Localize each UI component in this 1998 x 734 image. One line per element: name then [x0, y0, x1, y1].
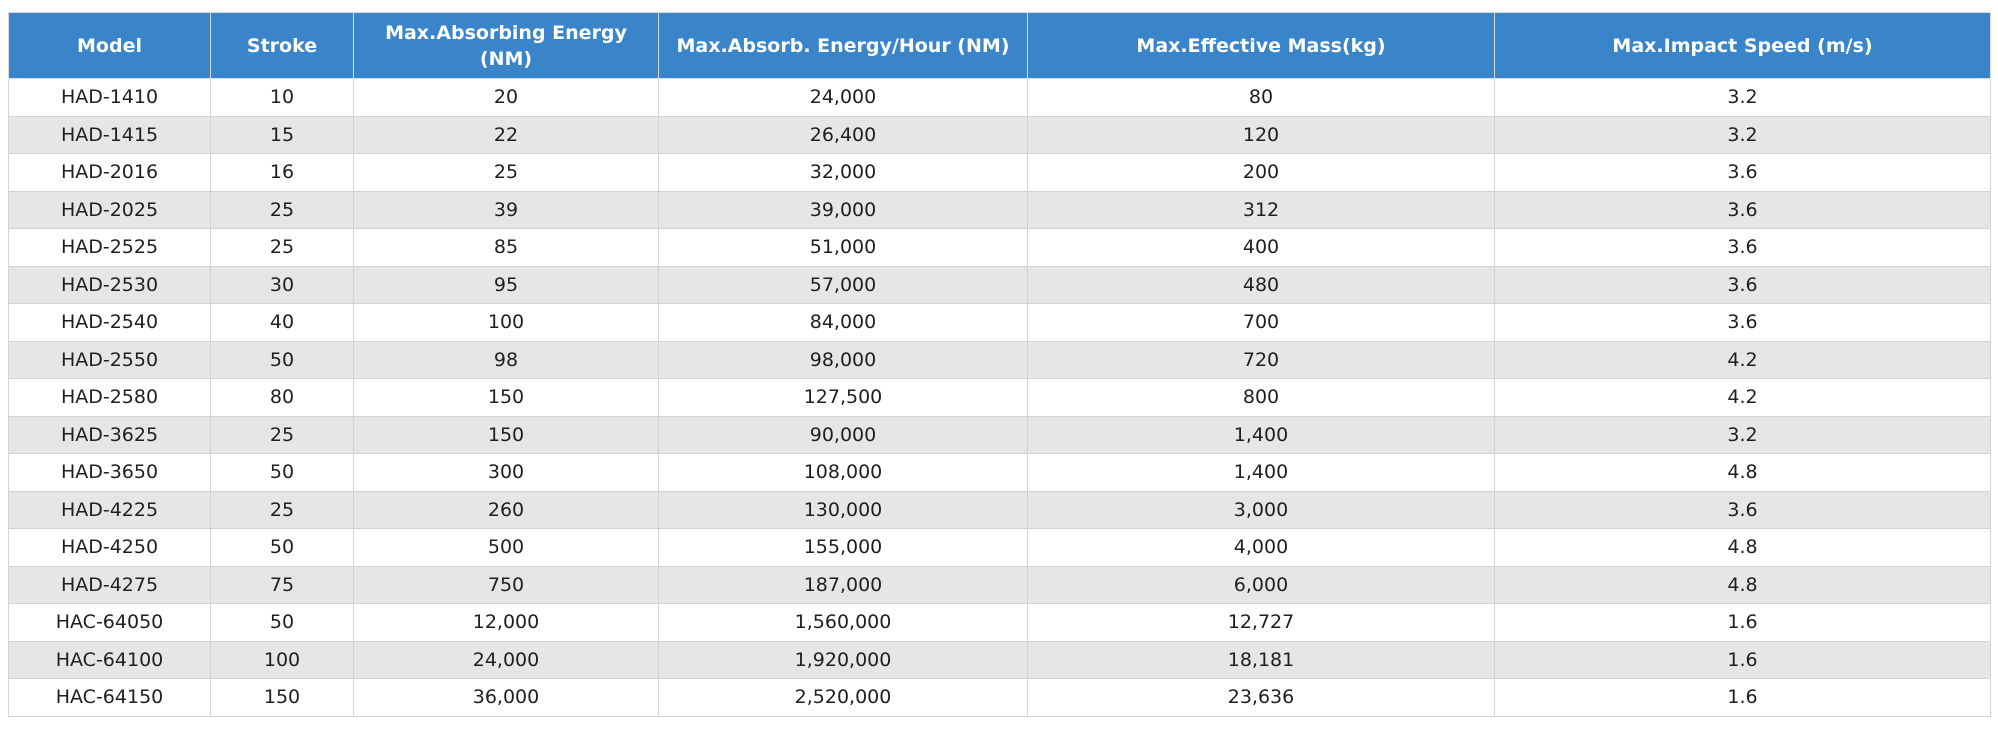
cell-model: HAC-64100 — [9, 641, 211, 679]
cell-max-absorbing-energy: 98 — [354, 341, 659, 379]
table-row — [9, 341, 1991, 379]
cell-max-absorbing-energy: 36,000 — [354, 679, 659, 717]
cell-max-absorb-energy-hour: 130,000 — [659, 491, 1028, 529]
cell-model: HAD-3650 — [9, 454, 211, 492]
cell-max-impact-speed: 3.2 — [1495, 416, 1991, 454]
cell-model: HAD-3625 — [9, 416, 211, 454]
cell-max-absorb-energy-hour: 39,000 — [659, 191, 1028, 229]
cell-max-effective-mass: 720 — [1028, 341, 1495, 379]
cell-stroke: 50 — [211, 454, 354, 492]
cell-max-effective-mass: 200 — [1028, 154, 1495, 192]
cell-max-impact-speed: 3.2 — [1495, 116, 1991, 154]
cell-max-absorb-energy-hour: 98,000 — [659, 341, 1028, 379]
cell-max-effective-mass: 312 — [1028, 191, 1495, 229]
cell-max-impact-speed: 1.6 — [1495, 604, 1991, 642]
cell-max-impact-speed: 3.2 — [1495, 79, 1991, 117]
cell-max-effective-mass: 700 — [1028, 304, 1495, 342]
cell-model: HAD-4275 — [9, 566, 211, 604]
cell-model: HAD-2540 — [9, 304, 211, 342]
table-row — [9, 454, 1991, 492]
cell-stroke: 15 — [211, 116, 354, 154]
cell-max-effective-mass: 6,000 — [1028, 566, 1495, 604]
cell-stroke: 50 — [211, 341, 354, 379]
cell-max-impact-speed: 3.6 — [1495, 191, 1991, 229]
cell-model: HAC-64150 — [9, 679, 211, 717]
cell-stroke: 25 — [211, 491, 354, 529]
cell-max-effective-mass: 400 — [1028, 229, 1495, 267]
cell-max-impact-speed: 3.6 — [1495, 229, 1991, 267]
cell-max-absorb-energy-hour: 155,000 — [659, 529, 1028, 567]
cell-stroke: 10 — [211, 79, 354, 117]
cell-max-absorb-energy-hour: 57,000 — [659, 266, 1028, 304]
cell-model: HAD-2016 — [9, 154, 211, 192]
cell-max-absorbing-energy: 12,000 — [354, 604, 659, 642]
spec-table-container — [8, 12, 1990, 717]
cell-stroke: 100 — [211, 641, 354, 679]
cell-stroke: 25 — [211, 416, 354, 454]
cell-max-absorb-energy-hour: 51,000 — [659, 229, 1028, 267]
cell-max-absorb-energy-hour: 2,520,000 — [659, 679, 1028, 717]
cell-max-absorbing-energy: 300 — [354, 454, 659, 492]
table-row — [9, 679, 1991, 717]
cell-max-effective-mass: 120 — [1028, 116, 1495, 154]
header-max-effective-mass: Max.Effective Mass(kg) — [1028, 13, 1495, 79]
cell-max-effective-mass: 1,400 — [1028, 454, 1495, 492]
header-max-impact-speed: Max.Impact Speed (m/s) — [1495, 13, 1991, 79]
cell-model: HAD-1415 — [9, 116, 211, 154]
cell-max-absorb-energy-hour: 127,500 — [659, 379, 1028, 417]
header-stroke: Stroke — [211, 13, 354, 79]
cell-max-effective-mass: 80 — [1028, 79, 1495, 117]
cell-max-impact-speed: 4.2 — [1495, 379, 1991, 417]
cell-max-absorb-energy-hour: 32,000 — [659, 154, 1028, 192]
cell-max-absorbing-energy: 85 — [354, 229, 659, 267]
cell-stroke: 16 — [211, 154, 354, 192]
cell-max-impact-speed: 4.8 — [1495, 454, 1991, 492]
cell-max-absorb-energy-hour: 26,400 — [659, 116, 1028, 154]
cell-max-effective-mass: 480 — [1028, 266, 1495, 304]
cell-max-absorbing-energy: 150 — [354, 379, 659, 417]
cell-stroke: 50 — [211, 529, 354, 567]
cell-max-absorbing-energy: 150 — [354, 416, 659, 454]
cell-stroke: 40 — [211, 304, 354, 342]
cell-stroke: 150 — [211, 679, 354, 717]
cell-max-impact-speed: 3.6 — [1495, 154, 1991, 192]
table-row — [9, 566, 1991, 604]
header-model: Model — [9, 13, 211, 79]
table-row — [9, 154, 1991, 192]
cell-stroke: 50 — [211, 604, 354, 642]
table-row — [9, 304, 1991, 342]
cell-model: HAD-2025 — [9, 191, 211, 229]
cell-max-absorbing-energy: 22 — [354, 116, 659, 154]
cell-max-absorb-energy-hour: 187,000 — [659, 566, 1028, 604]
cell-max-effective-mass: 800 — [1028, 379, 1495, 417]
cell-model: HAC-64050 — [9, 604, 211, 642]
cell-model: HAD-4250 — [9, 529, 211, 567]
table-row — [9, 191, 1991, 229]
table-row — [9, 266, 1991, 304]
cell-max-impact-speed: 3.6 — [1495, 304, 1991, 342]
cell-max-absorbing-energy: 750 — [354, 566, 659, 604]
cell-stroke: 25 — [211, 191, 354, 229]
table-header — [9, 13, 1991, 79]
cell-max-impact-speed: 1.6 — [1495, 679, 1991, 717]
cell-max-impact-speed: 4.8 — [1495, 529, 1991, 567]
table-row — [9, 79, 1991, 117]
cell-model: HAD-1410 — [9, 79, 211, 117]
header-max-absorb-energy-hour: Max.Absorb. Energy/Hour (NM) — [659, 13, 1028, 79]
cell-max-impact-speed: 1.6 — [1495, 641, 1991, 679]
cell-model: HAD-2525 — [9, 229, 211, 267]
table-row — [9, 491, 1991, 529]
cell-max-absorb-energy-hour: 84,000 — [659, 304, 1028, 342]
table-row — [9, 641, 1991, 679]
cell-stroke: 30 — [211, 266, 354, 304]
cell-max-impact-speed: 4.8 — [1495, 566, 1991, 604]
cell-model: HAD-4225 — [9, 491, 211, 529]
table-body — [9, 79, 1991, 717]
table-row — [9, 604, 1991, 642]
header-max-absorbing-energy: Max.Absorbing Energy (NM) — [354, 13, 659, 79]
spec-table — [8, 12, 1991, 717]
cell-max-absorb-energy-hour: 90,000 — [659, 416, 1028, 454]
table-row — [9, 529, 1991, 567]
cell-max-effective-mass: 3,000 — [1028, 491, 1495, 529]
cell-max-effective-mass: 4,000 — [1028, 529, 1495, 567]
cell-max-absorbing-energy: 100 — [354, 304, 659, 342]
cell-model: HAD-2550 — [9, 341, 211, 379]
cell-max-effective-mass: 23,636 — [1028, 679, 1495, 717]
cell-model: HAD-2580 — [9, 379, 211, 417]
cell-stroke: 80 — [211, 379, 354, 417]
cell-max-absorbing-energy: 500 — [354, 529, 659, 567]
cell-max-absorbing-energy: 20 — [354, 79, 659, 117]
cell-max-impact-speed: 3.6 — [1495, 266, 1991, 304]
cell-max-absorbing-energy: 24,000 — [354, 641, 659, 679]
cell-max-absorb-energy-hour: 1,920,000 — [659, 641, 1028, 679]
cell-max-absorb-energy-hour: 1,560,000 — [659, 604, 1028, 642]
cell-max-absorbing-energy: 25 — [354, 154, 659, 192]
cell-max-absorb-energy-hour: 108,000 — [659, 454, 1028, 492]
header-row — [9, 13, 1991, 79]
table-row — [9, 116, 1991, 154]
cell-max-effective-mass: 1,400 — [1028, 416, 1495, 454]
cell-stroke: 25 — [211, 229, 354, 267]
cell-max-absorb-energy-hour: 24,000 — [659, 79, 1028, 117]
cell-max-absorbing-energy: 95 — [354, 266, 659, 304]
table-row — [9, 229, 1991, 267]
cell-max-absorbing-energy: 39 — [354, 191, 659, 229]
cell-max-absorbing-energy: 260 — [354, 491, 659, 529]
cell-max-effective-mass: 12,727 — [1028, 604, 1495, 642]
cell-stroke: 75 — [211, 566, 354, 604]
cell-model: HAD-2530 — [9, 266, 211, 304]
cell-max-effective-mass: 18,181 — [1028, 641, 1495, 679]
cell-max-impact-speed: 3.6 — [1495, 491, 1991, 529]
table-row — [9, 379, 1991, 417]
cell-max-impact-speed: 4.2 — [1495, 341, 1991, 379]
table-row — [9, 416, 1991, 454]
